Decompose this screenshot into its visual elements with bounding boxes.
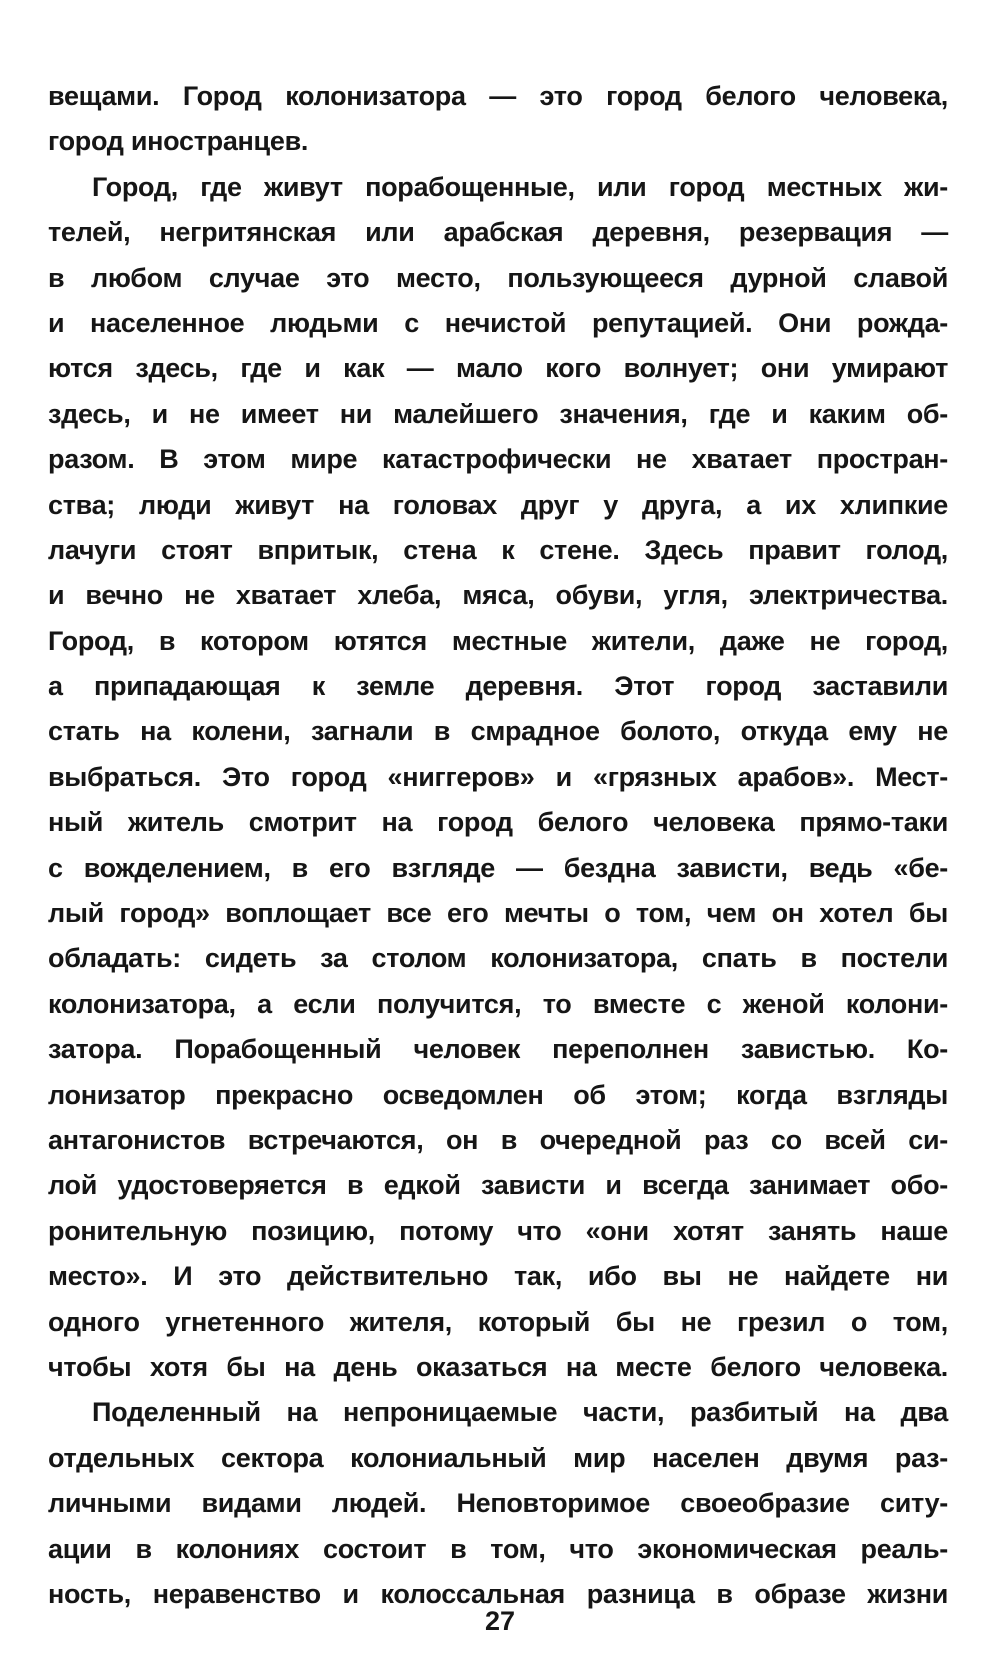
text-line: телей, негритянская или арабская деревня, резервация — [48,217,948,248]
text-line: ность, неравенство и колоссальная разница в образе жизни [48,1578,948,1609]
text-line: выбраться. Это город «ниггеров» и «грязных арабов». Мест- [48,761,948,792]
text-line: а припадающая к земле деревня. Этот город заставили [48,671,948,702]
text-line: личными видами людей. Неповторимое своеобразие ситу- [48,1488,948,1519]
text-line: вещами. Город колонизатора — это город белого человека, [48,81,948,111]
text-line: лачуги стоят впритык, стена к стене. Здесь правит голод, [48,534,948,565]
text-line: город иностранцев. [48,126,309,157]
text-line: и вечно не хватает хлеба, мяса, обуви, угля, электричества. [48,580,948,611]
paragraph-first-line: Поделенный на непроницаемые части, разбитый на два [92,1397,948,1428]
text-line: одного угнетенного жителя, который бы не грезил о том, [48,1306,948,1337]
text-line: Город, в котором ютятся местные жители, даже не город, [48,625,948,656]
text-line: антагонистов встречаются, он в очередной раз со всей си- [48,1124,948,1155]
text-line: ства; люди живут на головах друг у друга, а их хлипкие [48,489,948,520]
text-line: обладать: сидеть за столом колонизатора, спать в постели [48,943,948,974]
text-line: разом. В этом мире катастрофически не хватает простран- [48,444,948,475]
text-line: колонизатора, а если получится, то вместе с женой колони- [48,988,948,1019]
text-line: в любом случае это место, пользующееся дурной славой [48,262,948,293]
text-line: ный житель смотрит на город белого человека прямо-таки [48,807,948,838]
text-line: лонизатор прекрасно осведомлен об этом; когда взгляды [48,1079,948,1110]
text-line: затора. Порабощенный человек переполнен завистью. Ко- [48,1034,948,1065]
page-number: 27 [484,1606,516,1636]
text-line: стать на колени, загнали в смрадное болото, откуда ему не [48,716,948,747]
paragraph-first-line: Город, где живут порабощенные, или город местных жи- [92,171,948,202]
text-line: ются здесь, где и как — мало кого волнует; они умирают [48,353,948,384]
text-line: лый город» воплощает все его мечты о том, чем он хотел бы [48,898,948,929]
body-text [48,74,948,1617]
text-line: ронительную позицию, потому что «они хотят занять наше [48,1215,948,1246]
text-line: место». И это действительно так, ибо вы не найдете ни [48,1261,948,1292]
text-line: ации в колониях состоит в том, что экономическая реаль- [48,1533,948,1564]
text-line: и населенное людьми с нечистой репутацией. Они рожда- [48,307,948,338]
text-line: чтобы хотя бы на день оказаться на месте белого человека. [48,1351,948,1382]
text-line: с вожделением, в его взгляде — бездна зависти, ведь «бе- [48,852,948,883]
text-line: здесь, и не имеет ни малейшего значения, где и каким об- [48,398,948,429]
text-line: отдельных сектора колониальный мир населен двумя раз- [48,1442,948,1473]
text-line: лой удостоверяется в едкой зависти и всегда занимает обо- [48,1170,948,1201]
